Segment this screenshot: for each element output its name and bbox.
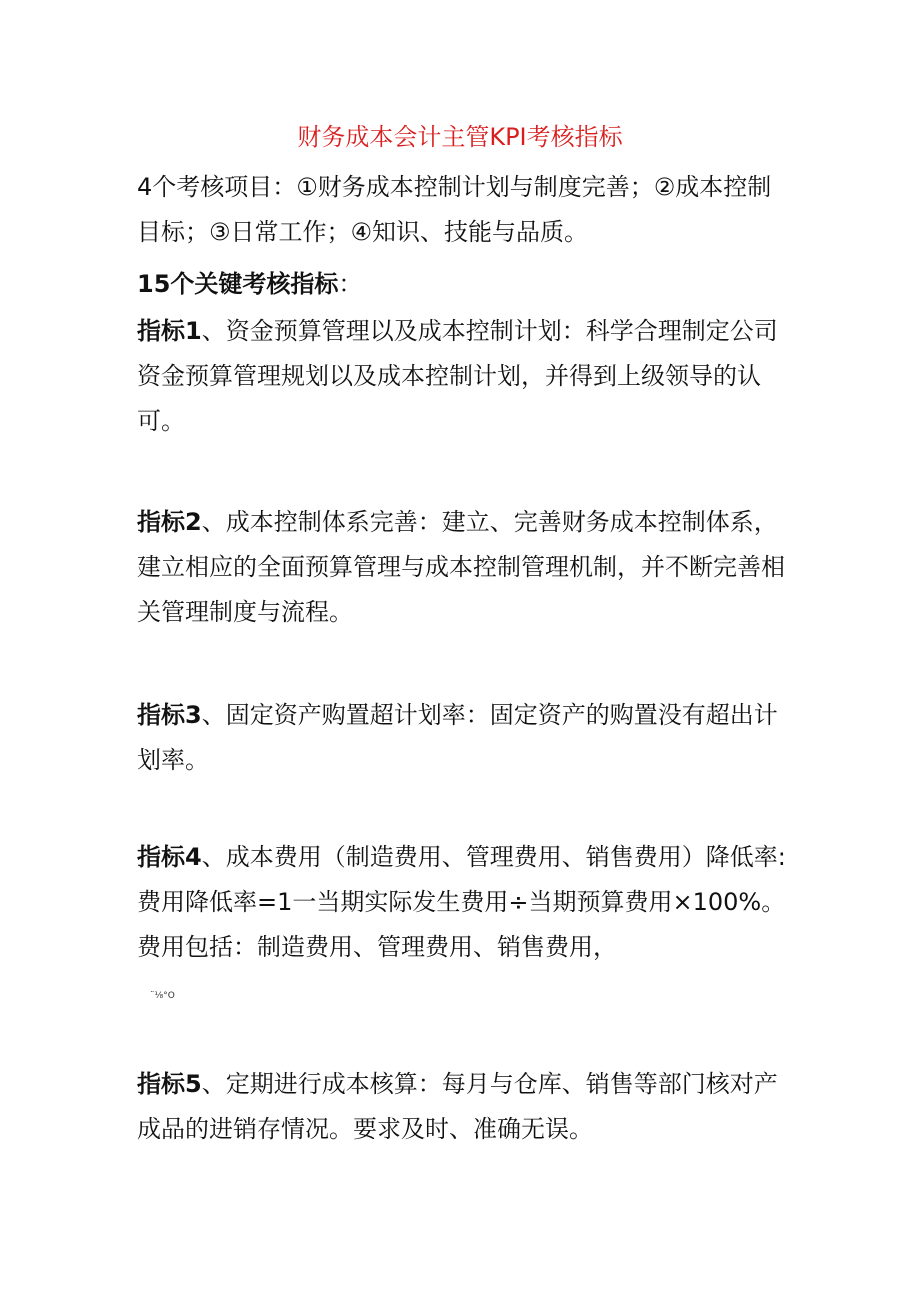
indicator-1-label: 指标1 <box>137 317 202 345</box>
document-title: 财务成本会计主管KPI考核指标 <box>297 123 623 151</box>
indicator-2-label: 指标2 <box>137 508 202 536</box>
key-indicators-heading <box>137 262 787 307</box>
indicator-2-text: 、成本控制体系完善：建立、完善财务成本控制体系，建立相应的全面预算管理与成本控制管理机制，并不断完善相关管理制度与流程。 <box>137 508 785 626</box>
indicator-4-paragraph <box>137 835 787 970</box>
indicator-1-text: 、资金预算管理以及成本控制计划：科学合理制定公司资金预算管理规划以及成本控制计划，并得到上级领导的认可。 <box>137 317 778 435</box>
indicator-1-paragraph <box>137 309 787 444</box>
indicator-3-paragraph <box>137 693 787 783</box>
indicator-2-paragraph <box>137 500 787 635</box>
indicator-3-text: 、固定资产购置超计划率：固定资产的购置没有超出计划率。 <box>137 701 778 774</box>
key-heading-text: 15个关键考核指标 <box>137 270 339 298</box>
indicator-4-text: 、成本费用（制造费用、管理费用、销售费用）降低率:费用降低率=1一当期实际发生费用÷当期预算费用×100%。费用包括：制造费用、管理费用、销售费用， <box>137 843 786 961</box>
overview-paragraph: 4个考核项目：①财务成本控制计划与制度完善；②成本控制目标；③日常工作；④知识、技能与品质。 <box>137 173 772 246</box>
key-heading-colon: ： <box>338 270 363 298</box>
indicator-5-text: 、定期进行成本核算：每月与仓库、销售等部门核对产成品的进销存情况。要求及时、准确无误。 <box>137 1070 778 1143</box>
indicator-3-label: 指标3 <box>137 701 202 729</box>
indicator-4-label: 指标4 <box>137 843 202 871</box>
indicator-5-paragraph <box>137 1062 787 1152</box>
indicator-5-label: 指标5 <box>137 1070 202 1098</box>
indicator-4-footnote: ¨⅛°O <box>150 991 175 1001</box>
